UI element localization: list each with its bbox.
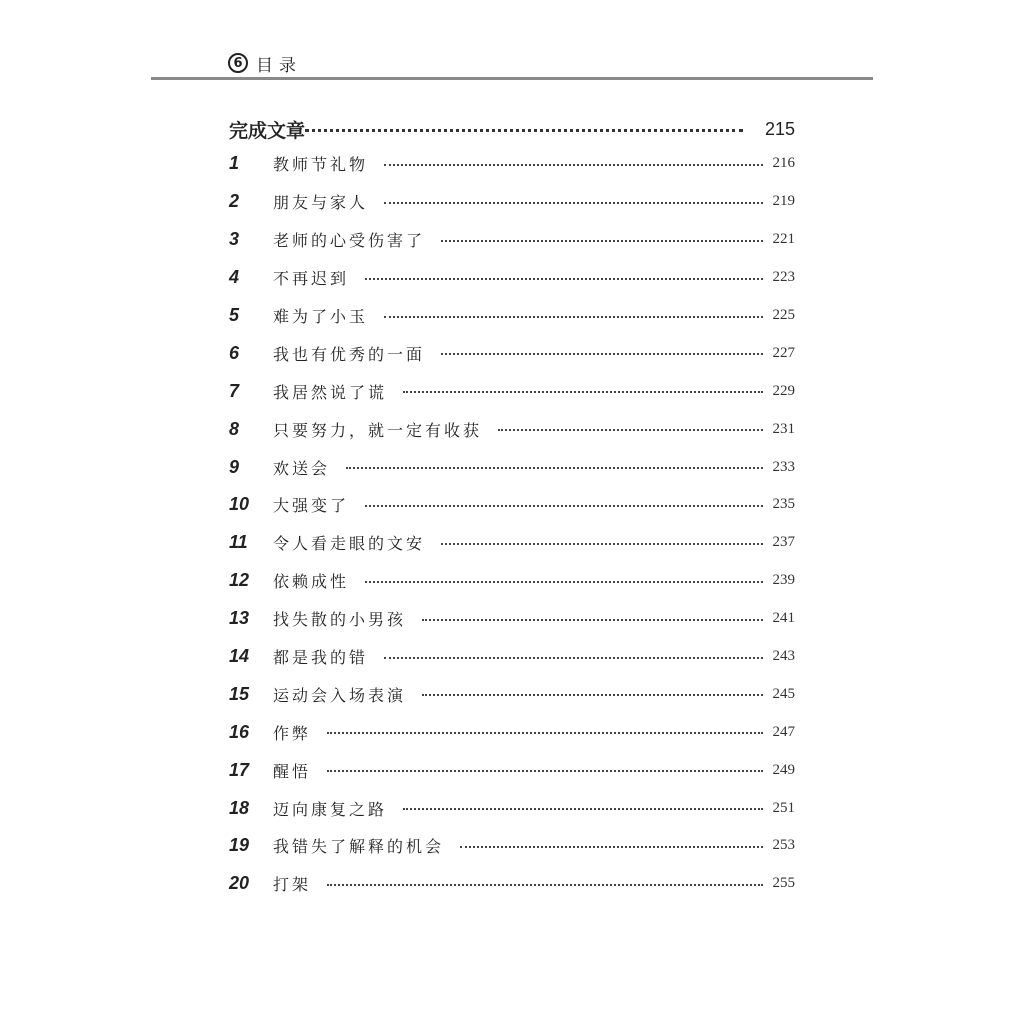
entry-title: 大强变了: [273, 496, 350, 516]
entry-number: 1: [229, 153, 240, 174]
dot-leader: [403, 798, 763, 810]
entry-title: 难为了小玉: [273, 307, 369, 326]
page-header: [228, 50, 302, 76]
entry-title: 欢送会: [273, 458, 331, 478]
entry-page-number: 255: [772, 875, 795, 892]
entry-number: 12: [229, 570, 250, 591]
entry-page-number: 227: [772, 344, 795, 361]
entry-page-number: 249: [772, 761, 795, 778]
entry-title: 我也有优秀的一面: [273, 344, 426, 364]
entry-number: 2: [229, 191, 240, 212]
entry-title: 朋友与家人: [273, 193, 369, 213]
entry-title: 教师节礼物: [273, 155, 369, 175]
entry-page-number: 219: [772, 193, 795, 210]
toc-entry[interactable]: [229, 562, 795, 600]
dot-leader: [365, 571, 763, 583]
entry-page-number: 216: [772, 155, 795, 172]
entry-number: 14: [229, 646, 250, 667]
dot-leader: [384, 192, 763, 204]
entry-title: 作弊: [273, 723, 312, 743]
entry-title: 运动会入场表演: [273, 685, 407, 705]
toc-entry[interactable]: [229, 789, 795, 827]
entry-number: 9: [229, 456, 240, 477]
entry-page-number: 241: [772, 610, 795, 627]
dot-leader: [498, 419, 763, 431]
dot-leader: [384, 306, 763, 318]
entry-number: 7: [229, 380, 240, 401]
toc-entry[interactable]: [229, 751, 795, 789]
entry-number: 6: [229, 342, 240, 363]
entry-title: 醒悟: [273, 761, 312, 781]
entry-number: 11: [229, 532, 248, 553]
entry-number: 10: [229, 494, 250, 515]
dot-leader: [305, 115, 743, 132]
dot-leader: [384, 154, 763, 166]
toc-entry[interactable]: [229, 221, 795, 259]
toc-entry[interactable]: [229, 297, 795, 335]
entry-page-number: 233: [772, 458, 795, 475]
entry-number: 17: [229, 759, 250, 780]
dot-leader: [346, 457, 763, 469]
dot-leader: [327, 722, 763, 734]
toc-entry[interactable]: [229, 638, 795, 676]
toc-entry[interactable]: [229, 183, 795, 221]
toc-entry[interactable]: [229, 524, 795, 562]
entry-number: 16: [229, 721, 250, 742]
entry-number: 15: [229, 683, 250, 704]
entry-page-number: 235: [772, 496, 795, 513]
toc-entry[interactable]: [229, 675, 795, 713]
dot-leader: [365, 495, 763, 507]
entry-number: 19: [229, 835, 250, 856]
toc-entry[interactable]: [229, 713, 795, 751]
entry-page-number: 251: [772, 799, 795, 816]
dot-leader: [365, 268, 763, 280]
dot-leader: [327, 760, 763, 772]
toc-list: [229, 145, 795, 903]
toc-entry[interactable]: [229, 145, 795, 183]
entry-page-number: 247: [772, 723, 795, 740]
header-divider: [151, 77, 873, 80]
dot-leader: [327, 874, 763, 886]
toc-entry[interactable]: [229, 600, 795, 638]
entry-number: 20: [229, 873, 250, 894]
entry-title: 令人看走眼的文安: [273, 534, 426, 554]
dot-leader: [422, 684, 763, 696]
entry-page-number: 239: [772, 572, 795, 589]
header-title: 目录: [256, 55, 302, 76]
entry-page-number: 223: [772, 269, 795, 286]
entry-number: 8: [229, 418, 240, 439]
entry-title: 找失散的小男孩: [273, 610, 407, 630]
toc-section-heading[interactable]: [229, 116, 795, 142]
entry-title: 我居然说了谎: [273, 382, 388, 402]
entry-number: 5: [229, 305, 240, 325]
entry-page-number: 245: [772, 685, 795, 702]
entry-page-number: 229: [772, 382, 795, 399]
entry-title: 只要努力，就一定有收获: [273, 420, 483, 440]
entry-page-number: 243: [772, 648, 795, 665]
entry-page-number: 225: [772, 307, 795, 323]
toc-entry[interactable]: [229, 448, 795, 486]
dot-leader: [441, 230, 763, 242]
page-number-badge: 6: [228, 53, 248, 73]
entry-page-number: 253: [772, 837, 795, 854]
dot-leader: [384, 647, 763, 659]
entry-number: 18: [229, 797, 250, 818]
toc-entry[interactable]: [229, 827, 795, 865]
toc-entry[interactable]: [229, 486, 795, 524]
section-page-number: 215: [764, 118, 795, 139]
entry-page-number: 231: [772, 420, 795, 437]
entry-title: 都是我的错: [273, 648, 369, 668]
entry-title: 老师的心受伤害了: [273, 231, 426, 251]
toc-entry[interactable]: [229, 372, 795, 410]
entry-title: 依赖成性: [273, 572, 350, 592]
entry-number: 13: [229, 608, 250, 629]
dot-leader: [460, 836, 763, 848]
dot-leader: [403, 381, 763, 393]
entry-page-number: 237: [772, 534, 795, 551]
entry-title: 迈向康复之路: [273, 799, 388, 819]
dot-leader: [422, 609, 763, 621]
entry-title: 我错失了解释的机会: [273, 837, 445, 857]
toc-entry[interactable]: [229, 410, 795, 448]
entry-number: 4: [229, 267, 240, 288]
entry-title: 不再迟到: [273, 269, 350, 289]
toc-entry[interactable]: [229, 259, 795, 297]
section-title: 完成文章: [229, 119, 306, 142]
dot-leader: [441, 343, 763, 355]
entry-title: 打架: [273, 875, 312, 895]
toc-entry[interactable]: [229, 334, 795, 372]
toc-entry[interactable]: [229, 865, 795, 903]
entry-number: 3: [229, 229, 240, 250]
dot-leader: [441, 533, 763, 545]
entry-page-number: 221: [772, 231, 795, 248]
